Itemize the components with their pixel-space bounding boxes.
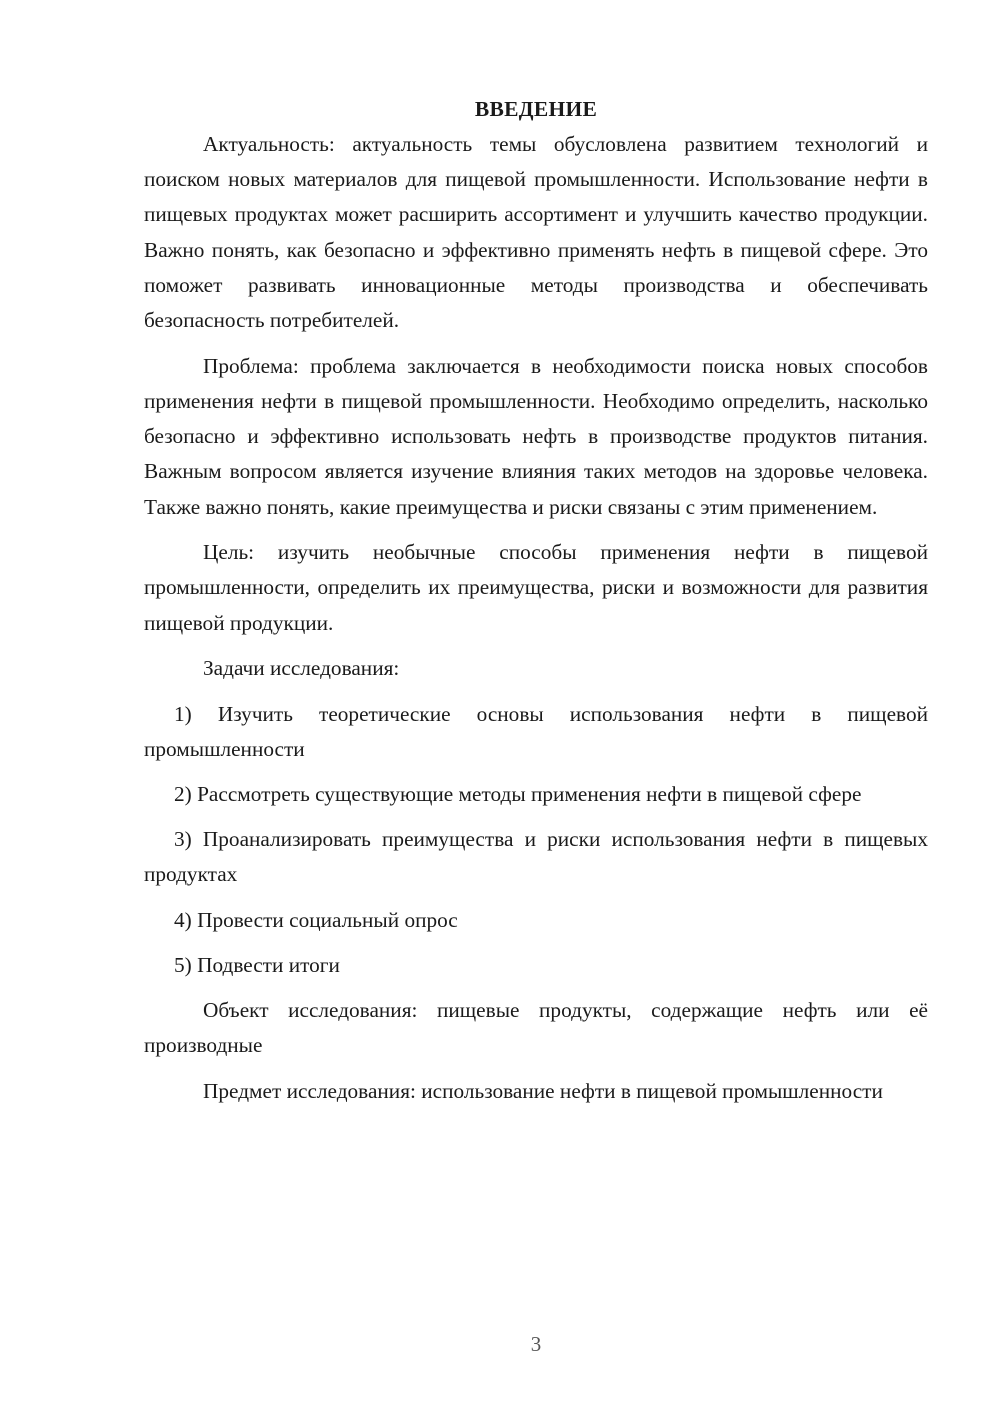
tasks-heading: Задачи исследования: xyxy=(203,656,400,681)
task-item: 3) Проанализировать преимущества и риски использования нефти в пищевых продуктах xyxy=(144,827,928,887)
task-item: 1) Изучить теоретические основы использования нефти в пищевой промышленности xyxy=(144,701,928,761)
task-item: 4) Провести социальный опрос xyxy=(174,907,458,932)
object-paragraph: Объект исследования: пищевые продукты, содержащие нефть или её производные xyxy=(144,997,928,1058)
page-number: 3 xyxy=(530,1332,542,1356)
problem-paragraph: Проблема: проблема заключается в необходимости поиска новых способов применения нефти в пищевой промышленности. Необходимо определить, насколько безопасно и эффективно использовать нефть в производстве продуктов питания. Важным вопросом является изучение влияния таких методов на здоровье человека. Также важно понять, какие преимущества и риски связаны с этим применением. xyxy=(144,353,928,519)
subject-paragraph: Предмет исследования: использование нефти в пищевой промышленности xyxy=(203,1078,883,1103)
relevance-paragraph: Актуальность: актуальность темы обусловлена развитием технологий и поиском новых материалов для пищевой промышленности. Использование нефти в пищевых продуктах может расширить ассортимент и улучшить качество продукции. Важно понять, как безопасно и эффективно применять нефть в пищевой сфере. Это поможет развивать инновационные методы производства и обеспечивать безопасность потребителей. xyxy=(144,132,928,333)
task-item: 2) Рассмотреть существующие методы применения нефти в пищевой сфере xyxy=(174,781,862,806)
task-item: 5) Подвести итоги xyxy=(174,952,340,977)
document-page xyxy=(144,92,928,1109)
section-title: ВВЕДЕНИЕ xyxy=(474,97,598,121)
goal-paragraph: Цель: изучить необычные способы применения нефти в пищевой промышленности, определить их преимущества, риски и возможности для развития пищевой продукции. xyxy=(144,540,928,635)
